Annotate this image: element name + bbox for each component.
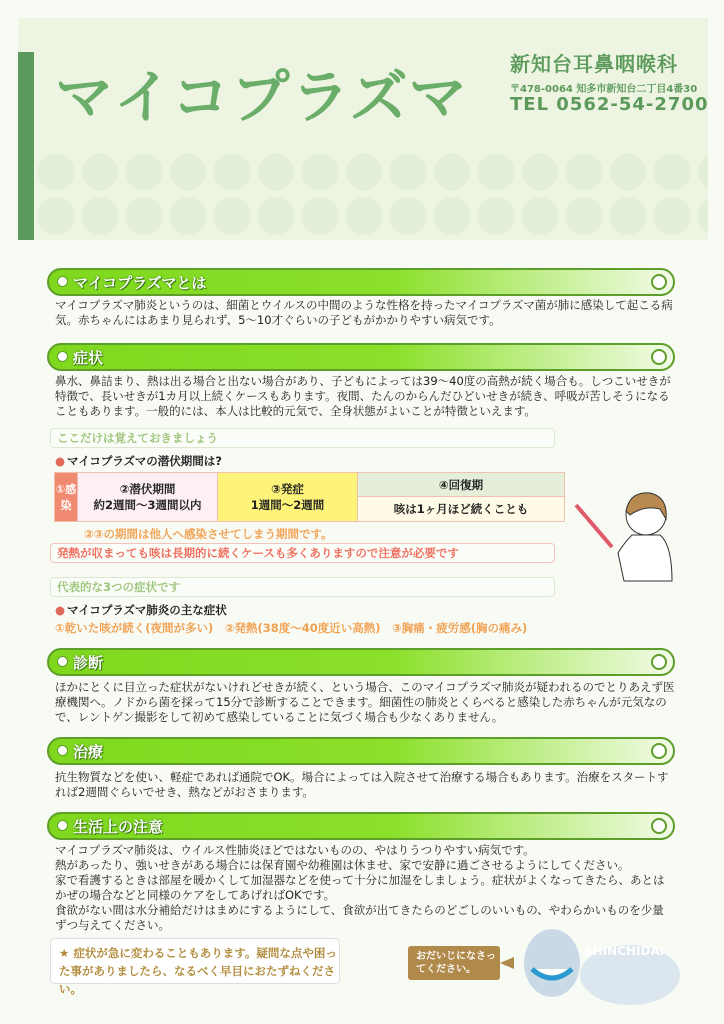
symptoms-list: ①乾いた咳が続く(夜間が多い) ②発熱(38度～40度近い高熱) ③胸痛・疲労感(胸の痛み) <box>55 621 528 635</box>
stage-incubation-value: 約2週間～3週間以内 <box>93 498 202 512</box>
stage-onset-value: 1週間～2週間 <box>250 498 325 512</box>
clinic-tel: TEL 0562-54-2700 <box>510 94 709 115</box>
cough-warning: 発熱が収まっても咳は長期的に続くケースも多くありますので注意が必要です <box>50 543 555 563</box>
care-line: 家で看護するときは部屋を暖かくして加湿器などを使って十分に加湿をしましょう。症状がよくなってきたら、あとはかぜの場合などと同様のケアをしてあげればOKです。 <box>55 873 665 902</box>
section-header-symptoms <box>47 343 675 371</box>
section-header-treatment <box>47 737 675 765</box>
section-title: マイコプラズマとは <box>73 274 207 292</box>
decorative-dots <box>34 150 708 240</box>
care-line: マイコプラズマ肺炎は、ウイルス性肺炎ほどではないものの、やはりうつりやすい病気です。 <box>55 843 535 857</box>
section-body-care <box>55 843 675 933</box>
page-title: マイコプラズマ <box>55 63 469 131</box>
section-header-care <box>47 812 675 840</box>
doctor-illustration <box>568 485 678 585</box>
contagious-note: ②③の期間は他人へ感染させてしまう期間です。 <box>84 527 333 541</box>
care-line: 熱があったり、強いせきがある場合には保育園や幼稚園は休ませ、家で安静に過ごさせるようにしてください。 <box>55 858 630 872</box>
section-header-diagnosis <box>47 648 675 676</box>
clinic-address: 〒478-0064 知多市新知台二丁目4番30 <box>510 84 698 95</box>
stage-infection: ①感染 <box>55 473 78 522</box>
section-title: 症状 <box>73 349 104 367</box>
section-title: 治療 <box>73 743 104 761</box>
section-body-diagnosis: ほかにとくに目立った症状がないけれどせきが続く、という場合、このマイコプラズマ肺炎が疑われるのでとりあえず医療機関へ。ノドから菌を採って15分で診断することできます。細菌性の肺炎とくらべると感染した赤ちゃんが元気なので、レントゲン撮影をして初めて感染していることに気づく場合も少なくありません。 <box>55 680 675 724</box>
section-header-about <box>47 268 675 296</box>
clinic-name: 新知台耳鼻咽喉科 <box>510 52 678 76</box>
section-body-symptoms: 鼻水、鼻詰まり、熱は出る場合と出ない場合があり、子どもによっては39～40度の高熱が続く場合も。しつこいせきが特徴で、長いせきが1カ月以上続くケースもあります。夜間、たんのからんだひどいせきが続き、呼吸が苦しそうになることもあります。一般的には、本人は比較的元気で、全身状態がよいことが特徴といえます。 <box>55 374 671 418</box>
incubation-question: ● マイコプラズマの潜伏期間は? <box>55 453 222 469</box>
stage-recovery-title: ④回復期 <box>358 473 565 497</box>
symptoms-question: ● マイコプラズマ肺炎の主な症状 <box>55 602 227 618</box>
section-body-treatment: 抗生物質などを使い、軽症であれば通院でOK。場合によっては入院させて治療する場合もあります。治療をスタートすれば2週間ぐらいでせき、熱などがおさまります。 <box>55 770 669 799</box>
section-title: 生活上の注意 <box>73 818 164 836</box>
mascot-text: SHINCHIDAI <box>584 944 665 958</box>
care-line: 食欲がない間は水分補給だけはまめにするようにして、食欲が出てきたらのどごしのいいもの、やわらかいものを少量ずつ与えてください。 <box>55 903 664 932</box>
section-title: 診断 <box>73 654 104 672</box>
accent-bar <box>18 52 34 240</box>
stage-incubation-title: ②潜伏期間 <box>119 482 176 496</box>
speech-bubble: おだいじになさってください。 <box>408 946 500 980</box>
symptoms-heading: 代表的な3つの症状です <box>50 577 555 597</box>
section-body-about: マイコプラズマ肺炎というのは、細菌とウイルスの中間のような性格を持ったマイコプラズマ菌が肺に感染して起こる病気。赤ちゃんにはあまり見られず、5～10才ぐらいの子どもがかかりやすい病気です。 <box>55 298 673 327</box>
remember-heading: ここだけは覚えておきましょう <box>50 428 555 448</box>
incubation-table <box>54 472 565 522</box>
stage-onset-title: ③発症 <box>271 482 304 496</box>
stage-recovery-value: 咳は1ヶ月ほど続くことも <box>358 497 565 522</box>
contact-note: ★ 症状が急に変わることもあります。疑問な点や困った事がありましたら、なるべく早目におたずねください。 <box>50 938 340 984</box>
hippo-mascot-icon <box>500 925 680 1005</box>
